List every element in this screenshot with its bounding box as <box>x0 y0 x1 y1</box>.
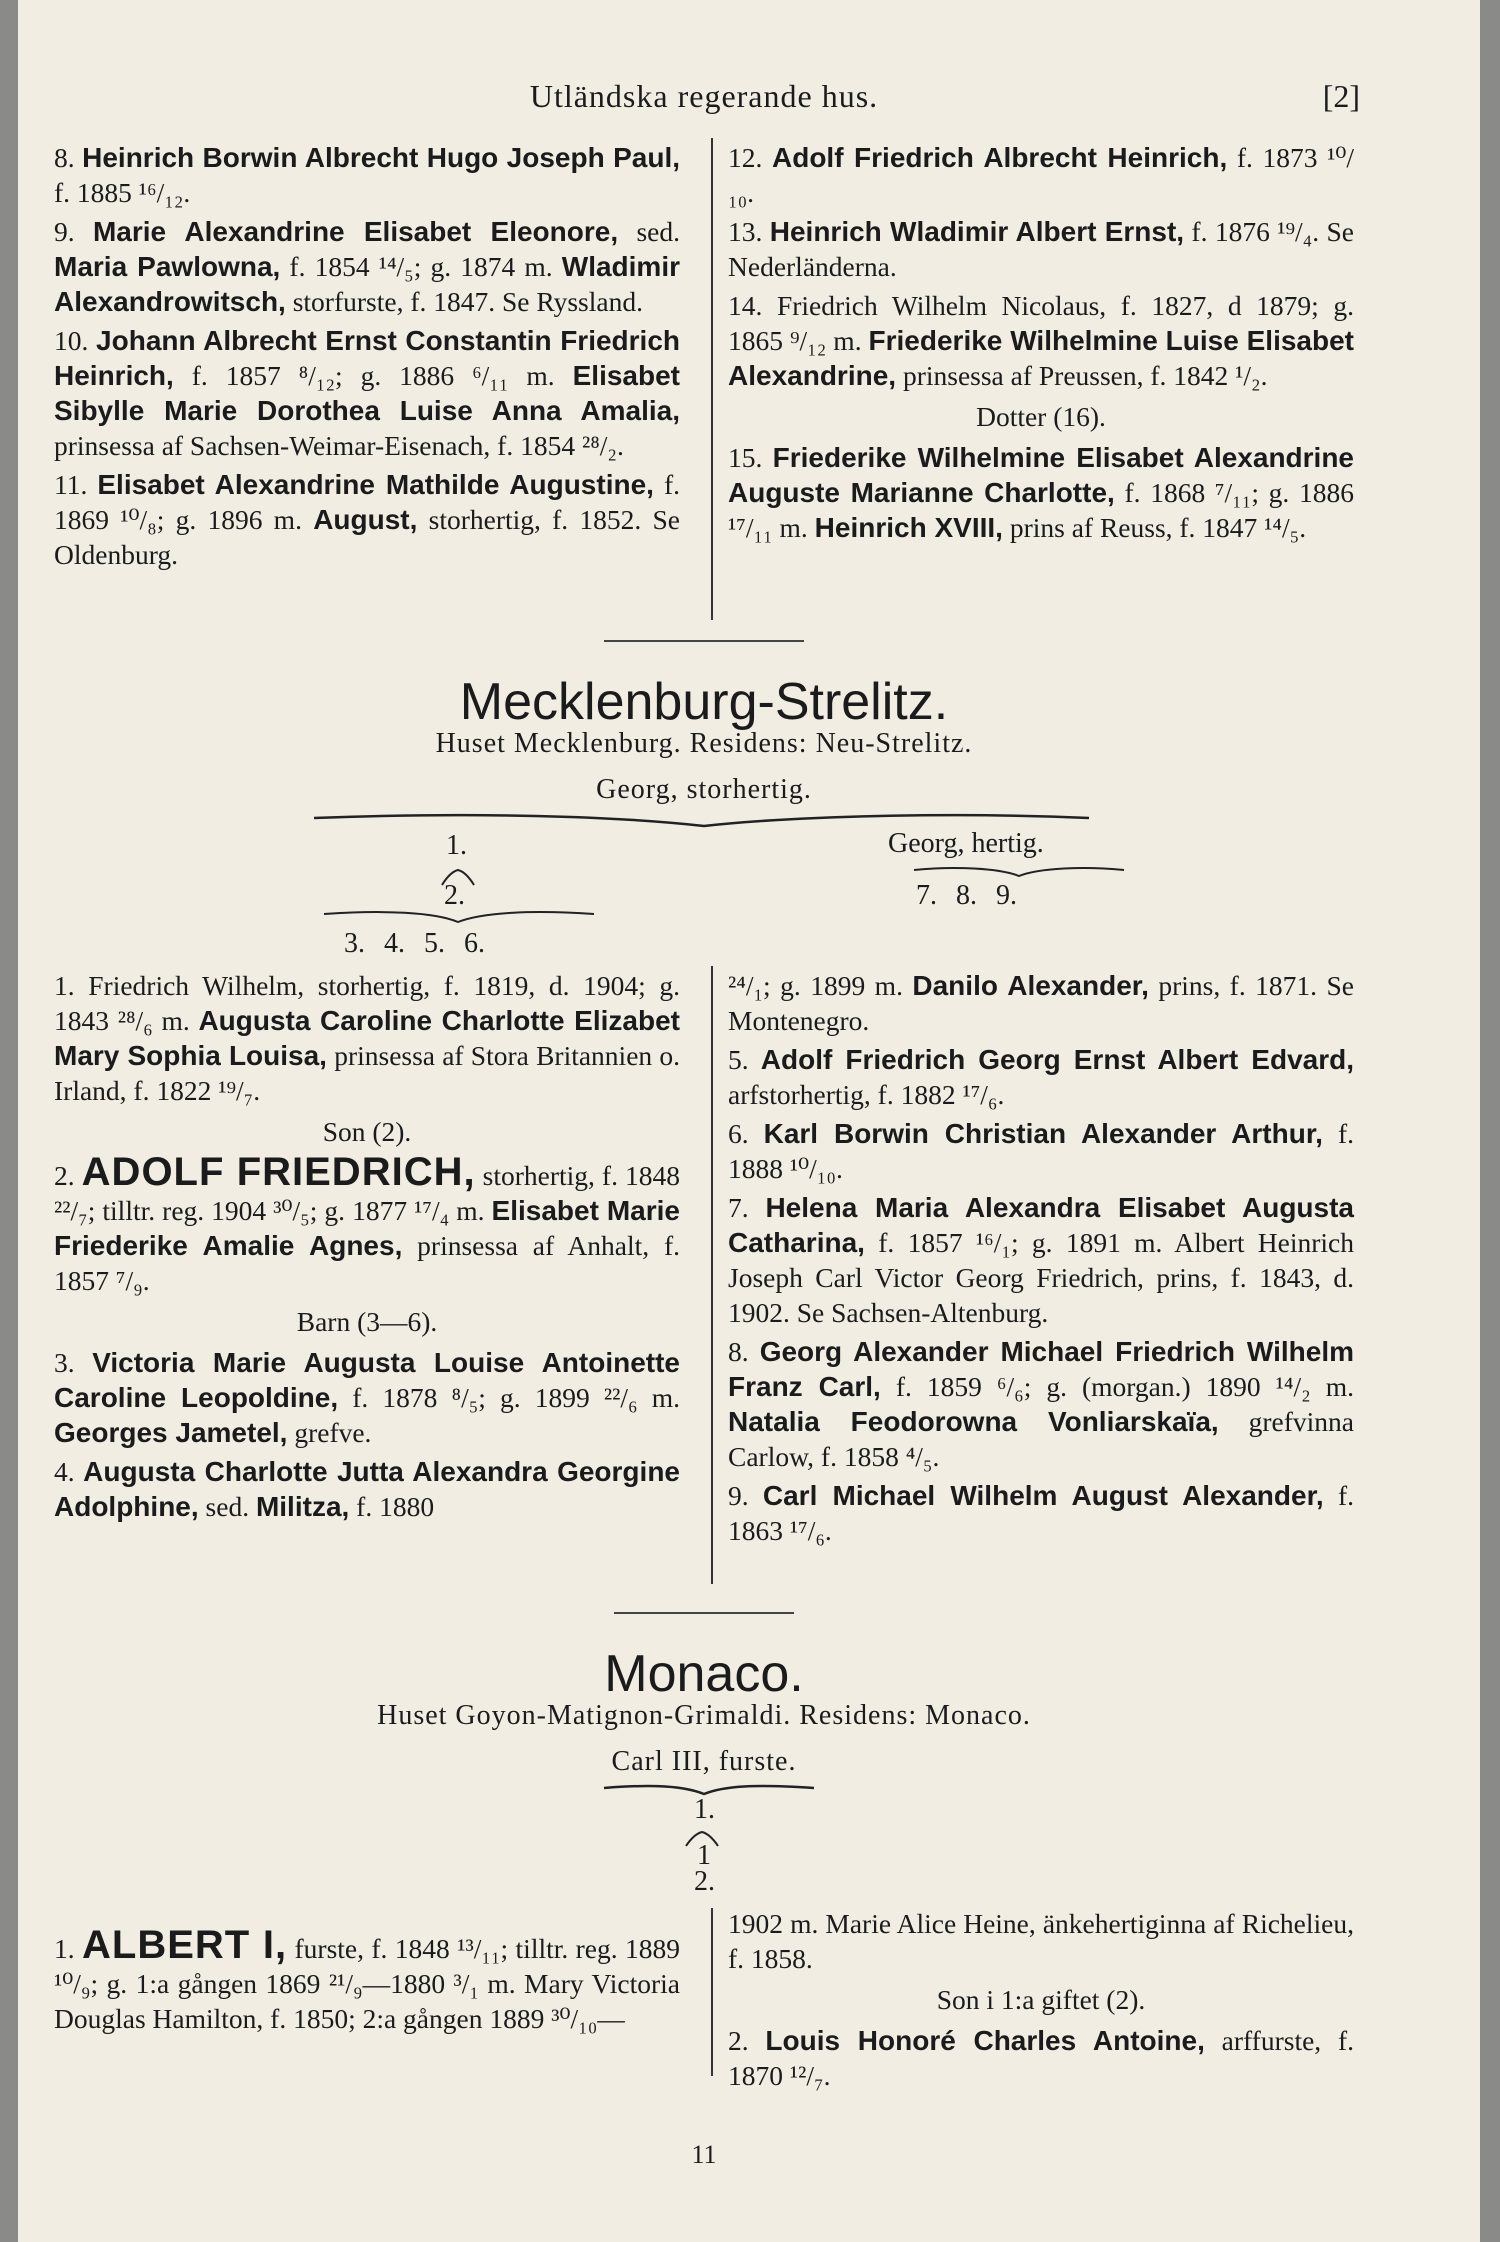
entry-text: furste, f. 1848 ¹³/₁₁; tilltr. reg. 1889 ¹⁰/₉; g. 1:a gången 1869 ²¹/₉—1880 ³/₁ m. Mary Victoria Douglas Hamilton, f. 1850; 2:a gången 1889 ³⁰/₁₀— <box>54 1933 681 2034</box>
page <box>54 0 1360 2242</box>
tree-brace-carl <box>604 1786 814 1794</box>
tree-node-monaco-2: 2. <box>694 1866 715 1897</box>
entry-name: Elisabet Sibylle Marie Dorothea Luise Anna Amalia, <box>54 360 680 426</box>
entry-name: Carl Michael Wilhelm August Alexander, <box>762 1480 1324 1511</box>
entry-text: 14. Friedrich Wilhelm Nicolaus, f. 1827, d 1879; g. 1865 ⁹/₁₂ m. <box>728 290 1354 356</box>
entry-name: Maria Pawlowna, <box>54 251 281 282</box>
page-mark: [2] <box>1322 78 1360 114</box>
entry-text: ²⁴/₁; g. 1899 m. <box>728 970 913 1001</box>
entry-text: prinsessa af Stora Britannien o. Irland, f. 1822 ¹⁹/₇. <box>54 1040 680 1106</box>
entry-name: Karl Borwin Christian Alexander Arthur, <box>763 1118 1323 1149</box>
entry-text: 9. <box>728 1480 763 1511</box>
entry-name: Georges Jametel, <box>54 1417 288 1448</box>
entry-text: storhertig, f. 1848 ²²/₇; tilltr. reg. 1904 ³⁰/₅; g. 1877 ¹⁷/₄ m. <box>54 1160 680 1226</box>
tree-nodes-3-6: 3. 4. 5. 6. <box>344 928 485 959</box>
entry <box>728 1982 1354 2017</box>
entry-name: Helena Maria Alexandra Elisabet Augusta Catharina, <box>728 1192 1355 1258</box>
tree-nodes-7-9: 7. 8. 9. <box>916 880 1017 911</box>
entry-text: f. 1857 ⁸/₁₂; g. 1886 ⁶/₁₁ m. <box>173 360 573 391</box>
entry-text: f. 1869 ¹⁰/₈; g. 1896 m. <box>54 469 680 535</box>
monaco-right-column <box>728 1906 1354 2097</box>
entry-text: 1902 m. Marie Alice Heine, änkehertiginna af Richelieu, f. 1858. <box>728 1908 1354 1974</box>
entry-text: 1. <box>54 1933 83 1964</box>
tree-node-1: 1. <box>446 830 467 861</box>
entry-text: 12. <box>728 142 772 173</box>
entry-name: Augusta Caroline Charlotte Elizabet Mary Sophia Louisa, <box>54 1005 680 1071</box>
entry-text: 10. <box>54 325 97 356</box>
entry-name: Militza, <box>255 1491 350 1522</box>
entry-name: Victoria Marie Augusta Louise Antoinette Caroline Leopoldine, <box>54 1347 681 1413</box>
section-subtitle-monaco: Huset Goyon-Matignon-Grimaldi. Residens: Monaco. <box>377 1700 1031 1731</box>
entry-text: arffurste, f. 1870 ¹²/₇. <box>728 2025 1354 2091</box>
entry-text: f. 1857 ¹⁶/₁; g. 1891 m. Albert Heinrich Joseph Carl Victor Georg Friedrich, prins, f. 1843, d. 1902. Se Sachsen-Altenburg. <box>728 1227 1354 1328</box>
entry-text: 1. Friedrich Wilhelm, storhertig, f. 1819, d. 1904; g. 1843 ²⁸/₆ m. <box>54 970 680 1036</box>
entry-text: f. 1880 <box>349 1491 435 1522</box>
tree-root-carl: Carl III, furste. <box>611 1746 797 1777</box>
entry-text: 9. <box>54 216 93 247</box>
page-number: 11 <box>691 2140 717 2169</box>
tree-node-monaco-1b: 1 <box>697 1840 711 1871</box>
entry-text: 11. <box>54 469 98 500</box>
entry-text: sed. <box>198 1491 256 1522</box>
entry-text: grefve. <box>287 1417 372 1448</box>
entry <box>54 1923 681 2036</box>
entry-name: Louis Honoré Charles Antoine, <box>765 2025 1205 2056</box>
entry-name: Heinrich XVIII, <box>814 512 1003 543</box>
entry-text: Barn (3—6). <box>296 1306 438 1337</box>
tree-node-2: 2. <box>444 880 465 911</box>
entry-name: Adolf Friedrich Georg Ernst Albert Edvard, <box>760 1044 1354 1075</box>
entry-text: 6. <box>728 1118 764 1149</box>
entry-name: August, <box>313 504 418 535</box>
entry-text: 13. <box>728 216 770 247</box>
monaco-left-column <box>54 1923 681 2040</box>
entry-name: Friederike Wilhelmine Elisabet Alexandrine Auguste Marianne Charlotte, <box>728 442 1354 508</box>
entry-text: 15. <box>728 442 773 473</box>
entry-name: Augusta Charlotte Jutta Alexandra Georgine Adolphine, <box>54 1456 680 1522</box>
tree-node-monaco-1: 1. <box>694 1794 715 1825</box>
entry-text: Son (2). <box>322 1116 412 1147</box>
section-title-mecklenburg: Mecklenburg-Strelitz. <box>459 673 949 731</box>
entry-text: prins af Reuss, f. 1847 ¹⁴/₅. <box>1002 512 1307 543</box>
entry <box>728 2023 1354 2093</box>
entry-text: 4. <box>54 1456 84 1487</box>
entry-text: f. 1876 ¹⁹/₄. Se Nederländerna. <box>728 216 1354 282</box>
entry-text: 2. <box>54 1160 82 1191</box>
entry-name: Georg Alexander Michael Friedrich Wilhelm Franz Carl, <box>728 1336 1355 1402</box>
entry-text: f. 1885 ¹⁶/₁₂. <box>54 177 191 208</box>
entry-text: f. 1878 ⁸/₅; g. 1899 ²²/₆ m. <box>338 1382 680 1413</box>
entry-text: 3. <box>54 1347 93 1378</box>
tree-root-georg: Georg, storhertig. <box>596 774 812 805</box>
entry-text: 5. <box>728 1044 761 1075</box>
entry-name: Wladimir Alexandrowitsch, <box>54 251 680 317</box>
entry-text: arfstorhertig, f. 1882 ¹⁷/₆. <box>728 1079 1005 1110</box>
entry-text: 8. <box>728 1336 760 1367</box>
entry-text: f. 1888 ¹⁰/₁₀. <box>728 1118 1354 1184</box>
entry-name: Adolf Friedrich Albrecht Heinrich, <box>772 142 1228 173</box>
entry-text: f. 1854 ¹⁴/₅; g. 1874 m. <box>280 251 562 282</box>
entry-text: Dotter (16). <box>976 401 1106 432</box>
entry-name: Johann Albrecht Ernst Constantin Friedrich Heinrich, <box>54 325 681 391</box>
entry-text: f. 1859 ⁶/₆; g. (morgan.) 1890 ¹⁴/₂ m. <box>880 1371 1355 1402</box>
entry-text: storfurste, f. 1847. Se Ryssland. <box>285 286 643 317</box>
entry-name: Natalia Feodorowna Vonliarskaïa, <box>728 1406 1219 1437</box>
entry-name: ALBERT I, <box>82 1923 288 1967</box>
entry-text: f. 1873 ¹⁰/₁₀. <box>728 142 1355 208</box>
entry-name: Heinrich Borwin Albrecht Hugo Joseph Paul, <box>82 142 681 173</box>
entry-text: prins, f. 1871. Se Montenegro. <box>728 970 1354 1036</box>
entry-text: 2. <box>728 2025 766 2056</box>
entry-text: prinsessa af Preussen, f. 1842 ¹/₂. <box>896 360 1268 391</box>
entry-name: Elisabet Alexandrine Mathilde Augustine, <box>97 469 654 500</box>
entry-text: grefvinna Carlow, f. 1858 ⁴/₅. <box>728 1406 1354 1472</box>
entry <box>728 1906 1354 1976</box>
entry-text: storhertig, f. 1852. Se Oldenburg. <box>54 504 680 570</box>
entry-text: 8. <box>54 142 83 173</box>
entry-name: Heinrich Wladimir Albert Ernst, <box>769 216 1185 247</box>
entry-text: sed. <box>618 216 680 247</box>
section-title-monaco: Monaco. <box>604 1645 804 1703</box>
entry-name: Friederike Wilhelmine Luise Elisabet Alexandrine, <box>728 325 1354 391</box>
entry-text: f. 1863 ¹⁷/₆. <box>728 1480 1354 1546</box>
running-head: Utländska regerande hus. <box>529 78 879 114</box>
entry-text: prinsessa af Sachsen-Weimar-Eisenach, f. 1854 ²⁸/₂. <box>54 430 624 461</box>
entry-text: f. 1868 ⁷/₁₁; g. 1886 ¹⁷/₁₁ m. <box>728 477 1354 543</box>
entry-text: Son i 1:a giftet (2). <box>936 1984 1146 2015</box>
entry-text: prinsessa af Anhalt, f. 1857 ⁷/₉. <box>54 1230 680 1296</box>
entry-text: 7. <box>728 1192 766 1223</box>
entry-name: ADOLF FRIEDRICH, <box>81 1150 476 1194</box>
tree-node-georg-hertig: Georg, hertig. <box>888 828 1044 859</box>
entry-name: Elisabet Marie Friederike Amalie Agnes, <box>54 1195 680 1261</box>
entry-name: Danilo Alexander, <box>912 970 1149 1001</box>
section-subtitle-mecklenburg: Huset Mecklenburg. Residens: Neu-Strelitz. <box>435 728 973 759</box>
genealogy-tree-monaco <box>54 0 1354 1900</box>
column-divider <box>711 1908 713 2076</box>
entry-name: Marie Alexandrine Elisabet Eleonore, <box>92 216 619 247</box>
